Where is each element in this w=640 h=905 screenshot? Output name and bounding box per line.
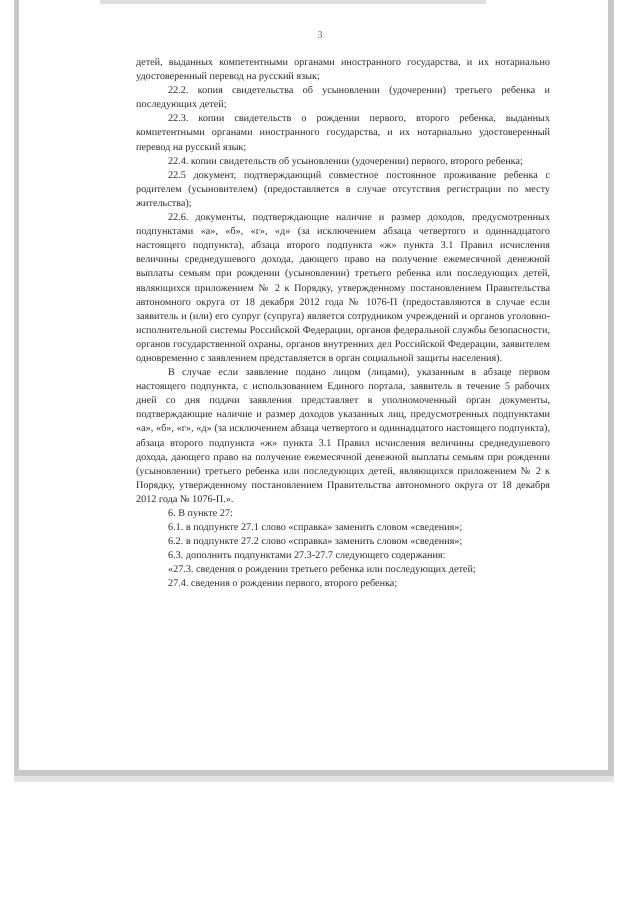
paragraph: 27.4. сведения о рождении первого, второго ребенка;: [168, 578, 398, 590]
paragraph: 22.5 документ, подтверждающий совместное постоянное проживание ребенка с родителем (усыновителем) (предоставляется в случае отсутствия регистрации по месту жительства);: [136, 169, 550, 209]
paragraph: 6. В пункте 27:: [168, 508, 233, 519]
paragraph: 6.3. дополнить подпунктами 27.3-27.7 следующего содержания:: [168, 550, 446, 562]
paragraph: «27.3. сведения о рождении третьего ребенка или последующих детей;: [168, 564, 476, 576]
paragraph: 22.4. копии свидетельств об усыновлении (удочерении) первого, второго ребенка;: [168, 155, 523, 167]
document-body: [136, 56, 550, 592]
paragraph: 22.2. копия свидетельства об усыновлении (удочерении) третьего ребенка и последующих детей;: [136, 85, 550, 111]
paragraph: 6.2. в подпункте 27.2 слово «справка» заменить словом «сведения»;: [168, 536, 463, 548]
paragraph: 22.6. документы, подтверждающие наличие и размер доходов, предусмотренных подпунктами «а», «б», «г», «д» (за исключением абзаца четвертого и одиннадцатого настоящего подпункта), абзаца второго подпункта «ж» пункта 3.1 Правил исчисления величины среднедушевого дохода, дающего право на получение ежемесячной денежной выплаты семьям при рождении (усыновлении) третьего ребенка или последующих детей, являющихся приложением № 2 к Порядку, утвержденному постановлением Правительства автономного округа от 18 декабря 2012 года № 1076-П (предоставляются в случае если заявитель и (или) его супруг (супруга) является сотрудником учреждений и органов уголовно-исполнительной системы Российской Федерации, органов федеральной службы безопасности, органов государственной охраны, органов внутренних дел Российской Федерации, заявителем одновременно с заявлением представляется в орган социальной защиты населения).: [136, 212, 550, 364]
page-number: 3: [317, 30, 323, 41]
scan-shadow: [14, 776, 614, 782]
paragraph: 22.3. копии свидетельств о рождении первого, второго ребенка, выданных компетентными органами иностранного государства, и их нотариально удостоверенный перевод на русский язык;: [136, 113, 550, 153]
paragraph: 6.1. в подпункте 27.1 слово «справка» заменить словом «сведения»;: [168, 522, 463, 534]
paragraph: В случае если заявление подано лицом (лицами), указанным в абзаце первом настоящего подпункта, с использованием Единого портала, заявитель в течение 5 рабочих дней со дня подачи заявления представляет в уполномоченный орган документы, подтверждающие наличие и размер доходов указанных лиц, предусмотренных подпунктами «а», «б», «г», «д» (за исключением абзаца четвертого и одиннадцатого настоящего подпункта), абзаца второго подпункта «ж» пункта 3.1 Правил исчисления величины среднедушевого дохода, дающего право на получение ежемесячной денежной выплаты семьям при рождении (усыновлении) третьего ребенка или последующих детей, являющихся приложением № 2 к Порядку, утвержденному постановлением Правительства автономного округа от 18 декабря 2012 года № 1076-П.».: [136, 367, 550, 505]
paragraph: детей, выданных компетентными органами иностранного государства, и их нотариально удостоверенный перевод на русский язык;: [136, 57, 550, 83]
scan-edge: [100, 0, 486, 4]
